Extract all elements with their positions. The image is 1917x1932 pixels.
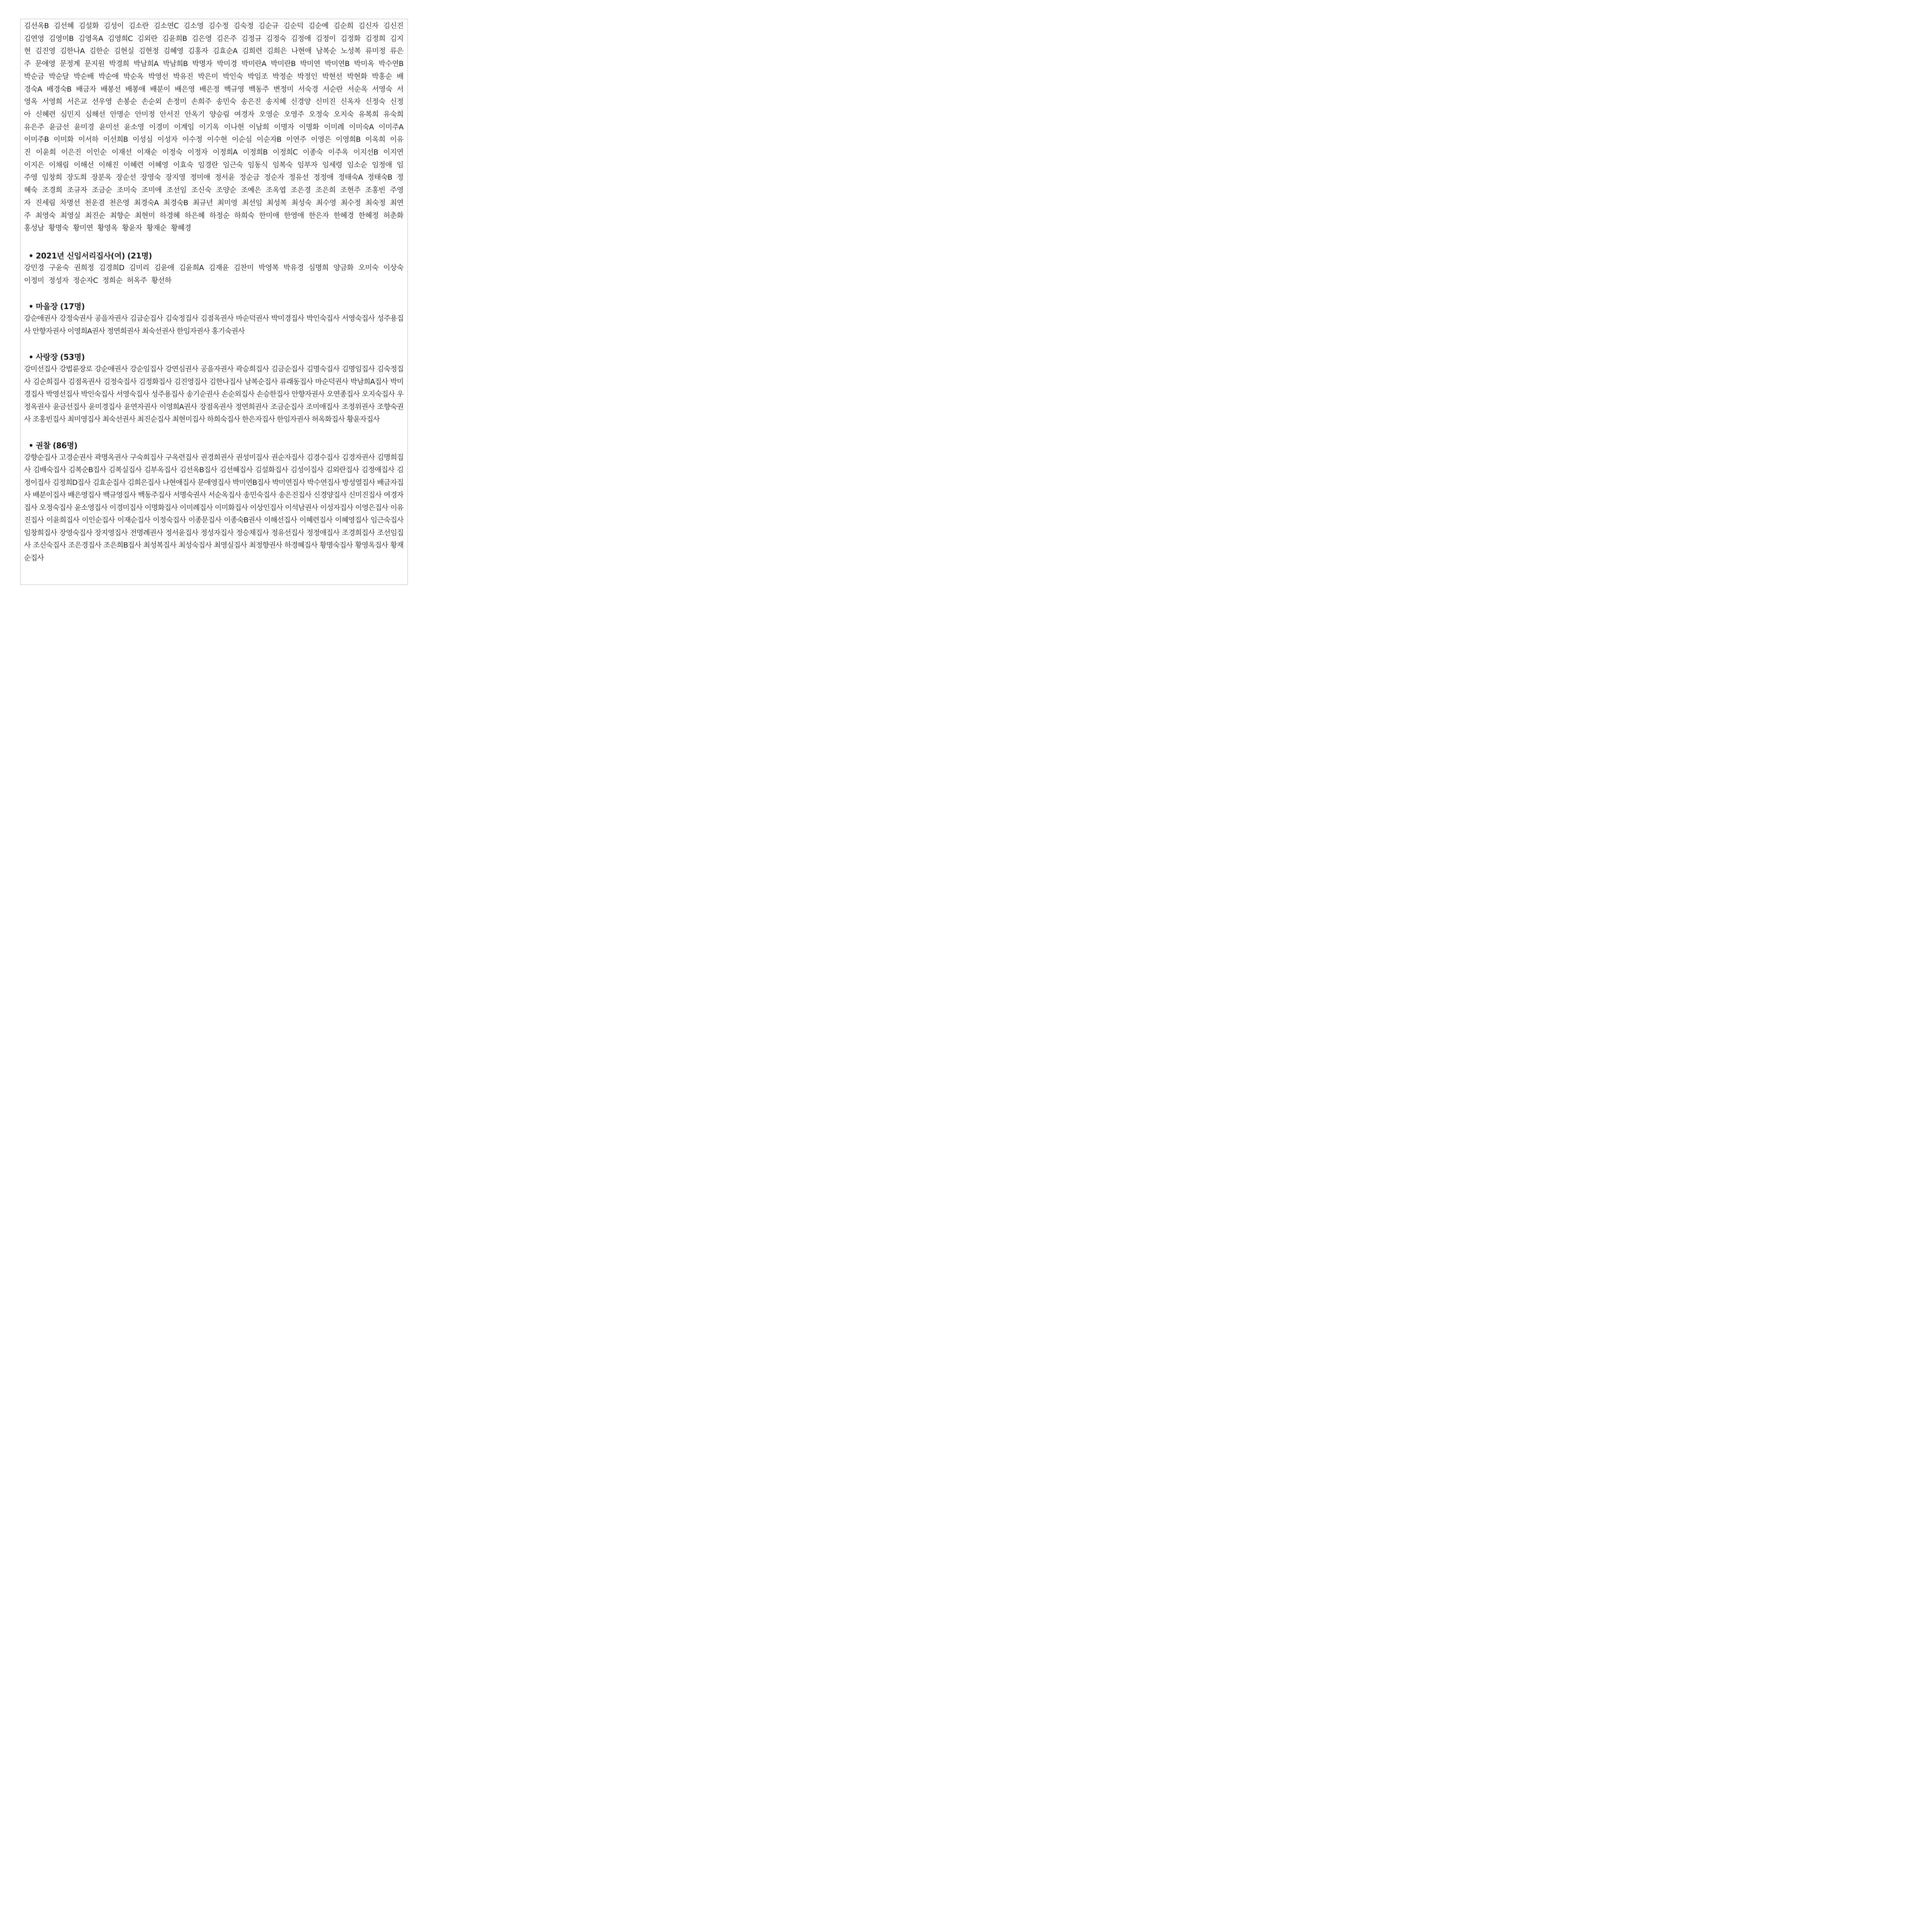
bullet-icon: • <box>29 440 34 450</box>
section-count: (21명) <box>127 251 152 260</box>
bullet-icon: • <box>29 302 34 311</box>
section-heading <box>29 351 403 363</box>
document-content <box>24 20 403 565</box>
section-heading <box>29 250 403 262</box>
section-body: 강민경 구윤숙 권희정 김경희D 김미리 김윤애 김윤희A 김재윤 김찬미 박영복 박유경 심명희 양금화 오미숙 이상숙 이정미 정성자 정순자C 정희순 허옥주 황선하 <box>24 264 403 285</box>
section-body: 강순애권사 강정숙권사 공을자권사 김금순집사 김숙정집사 김점옥권사 마순덕권사 박미경집사 박인숙집사 서영숙집사 성주용집사 안향자권사 이영희A권사 정연희권사 최숙선권사 한임자권사 홍기숙권사 <box>24 315 403 335</box>
section-new-deaconess <box>24 250 403 287</box>
bullet-icon: • <box>29 251 34 260</box>
section-heading <box>29 439 403 452</box>
section-title: 권찰 <box>36 440 51 450</box>
section-village-leaders <box>24 300 403 338</box>
section-body: 강미선집사 강법륜장로 강순애권사 강순임집사 강연심권사 공을자권사 곽승희집사 김금순집사 김명숙집사 김명임집사 김숙정집사 김순희집사 김점옥권사 김정숙집사 김정화집사 김진영집사 김한나집사 남복순집사 류래동집사 마순덕권사 박남희A집사 박미경집사 박영선집사 박인숙집사 서영숙집사 성주용집사 송기순권사 손순외집사 손승한집사 안향자권사 오연종집사 오지숙집사 우정옥권사 윤금선집사 윤미경집사 윤연자권사 이영희A권사 장점옥권사 정연희권사 조금순집사 조미애집사 조정위권사 조향숙권사 조홍빈집사 최미영집사 최숙선권사 최진순집사 최현미집사 하희숙집사 한은자집사 한임자권사 허옥화집사 황윤자집사 <box>24 365 403 424</box>
section-count: (53명) <box>60 352 85 362</box>
section-title: 2021년 신임서리집사(여) <box>36 251 125 260</box>
section-sarang-leaders <box>24 351 403 426</box>
section-kwonchal <box>24 439 403 565</box>
section-heading <box>29 300 403 313</box>
section-count: (17명) <box>60 302 85 311</box>
member-name-list: 김선옥B 김선혜 김설화 김성이 김소란 김소연C 김소영 김수정 김숙정 김순규 김순덕 김순예 김순희 김신자 김신진 김연영 김영미B 김영옥A 김영희C 김외란 김윤희B 김은영 김은주 김정규 김정숙 김정애 김정이 김정화 김정희 김지현 김진영 김한나A 김한순 김현실 김현정 김혜영 김홍자 김효순A 김희련 김희은 나현애 남복순 노성복 류미정 류은주 문애영 문정계 문지원 박경희 박남희A 박남희B 박명자 박미경 박미란A 박미란B 박미연 박미연B 박미옥 박수연B 박순금 박순달 박순배 박순애 박순옥 박영선 박유진 박은미 박인숙 박임조 박정순 박정인 박현선 박현화 박홍순 배경숙A 배경숙B 배금자 배봉선 배봉애 배분이 배은영 배은정 백규영 백동주 변정미 서숙경 서순란 서순옥 서영숙 서영옥 서영희 서은교 선우영 손봉순 손순외 손정미 손희주 송민숙 송은진 송지혜 신경양 신미진 신옥자 신정숙 신정아 신혜련 심민지 심해선 안명순 안미정 안서진 안옥기 양승림 여경자 오영순 오영주 오정숙 오지숙 유복희 유숙희 유은주 윤금선 윤미경 윤미선 윤소영 이경미 이계임 이기옥 이나현 이남희 이명자 이명화 이미례 이미숙A 이미주A 이미주B 이미화 이서하 이선희B 이성심 이성자 이수정 이수현 이순심 이순자B 이연주 이영은 이영희B 이옥희 이유진 이윤희 이은진 이인순 이재선 이재순 이정숙 이정자 이정희A 이정희B 이정희C 이종숙 이주옥 이지선B 이지연 이지은 이채림 이해선 이해진 이혜련 이혜영 이효숙 임경란 임근숙 임동식 임복숙 임부자 임세령 임소순 임정애 임주영 임창희 장도희 장분옥 장순선 장영숙 장지영 정미애 정서윤 정순금 정순자 정유선 정정애 정태숙A 정태숙B 정혜숙 조경희 조규자 조금순 조미숙 조미애 조선임 조신숙 조양순 조예은 조옥엽 조은경 조은희 조현주 조홍빈 주영자 진세림 차명선 천운겸 천은영 최경숙A 최경숙B 최규년 최미영 최선임 최성복 최성숙 최수영 최수정 최숙정 최연주 최영숙 최영실 최진순 최향순 최현미 하경혜 하은혜 하정순 하희숙 한미애 한영애 한은자 한혜경 한혜정 허춘화 홍성남 황명숙 황미연 황영옥 황윤자 황재순 황혜경 <box>24 22 403 233</box>
section-body: 강향순집사 고경순권사 곽명옥권사 구숙희집사 구옥련집사 권경희권사 권성미집사 권순자집사 김경수집사 김경자권사 김명희집사 김배숙집사 김복순B집사 김복실집사 김부옥집사 김선옥B집사 김선혜집사 김설화집사 김성이집사 김외란집사 김정애집사 김정이집사 김정희D집사 김효순집사 김희은집사 나현애집사 문애영집사 박미연B집사 박미연집사 박수연집사 방성열집사 배금자집사 배분이집사 배은영집사 백규영집사 백동주집사 서명숙권사 서순옥집사 송민숙집사 송은진집사 신경양집사 신미진집사 여경자집사 오정숙집사 윤소영집사 이경미집사 이명화집사 이미례집사 이미화집사 이상인집사 이석남권사 이성자집사 이영은집사 이유진집사 이윤희집사 이인순집사 이재순집사 이정숙집사 이종문집사 이종숙B권사 이해선집사 이혜련집사 이혜영집사 임근숙집사 임창희집사 장영숙집사 장지영집사 전명례권사 정서윤집사 정성자집사 정승채집사 정유선집사 정정애집사 조경희집사 조선임집사 조신숙집사 조은경집사 조은희B집사 최성복집사 최성숙집사 최영실집사 최정향권사 하경혜집사 황명숙집사 황영옥집사 황재순집사 <box>24 453 403 562</box>
bullet-icon: • <box>29 352 34 362</box>
section-count: (86명) <box>53 440 78 450</box>
section-title: 사랑장 <box>36 352 58 362</box>
section-title: 마을장 <box>36 302 58 311</box>
